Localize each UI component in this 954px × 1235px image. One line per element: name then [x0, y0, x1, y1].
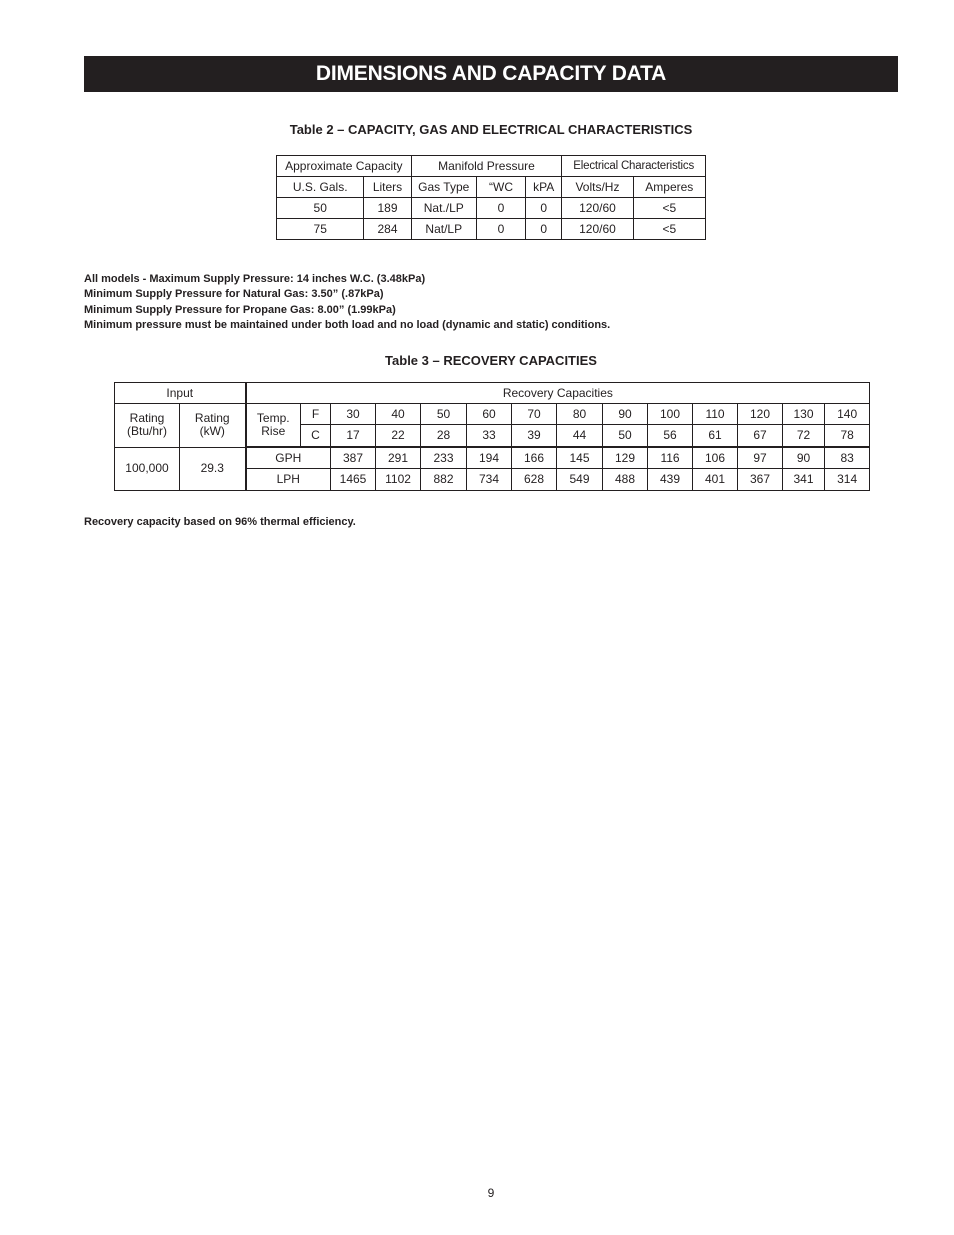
- capacity-gas-electrical-table: [276, 155, 706, 240]
- table-header-row: [277, 156, 706, 177]
- page-number: 9: [487, 1186, 495, 1200]
- table-cell: 50: [277, 198, 364, 219]
- table-cell: 488: [603, 469, 648, 490]
- table-cell: 28: [421, 425, 467, 447]
- note-line: Minimum Supply Pressure for Propane Gas: 8.00” (1.99kPa): [84, 303, 396, 316]
- table-cell: 549: [557, 469, 603, 490]
- table-cell: 0: [476, 198, 525, 219]
- header-temp-rise: Temp. Rise: [246, 404, 301, 448]
- table-cell: 106: [693, 447, 738, 469]
- table-cell: 194: [467, 447, 512, 469]
- note-line: All models - Maximum Supply Pressure: 14 inches W.C. (3.48kPa): [84, 273, 426, 285]
- table-cell: 56: [648, 425, 693, 447]
- table-cell: 284: [364, 219, 411, 240]
- column-header: “WC: [476, 177, 525, 198]
- table-cell: 233: [421, 447, 467, 469]
- table-cell: 40: [376, 404, 421, 425]
- table-cell: 116: [648, 447, 693, 469]
- note-line: Minimum pressure must be maintained under both load and no load (dynamic and static) conditions.: [84, 319, 611, 332]
- table-cell: 110: [693, 404, 738, 425]
- table3-caption: Table 3 – RECOVERY CAPACITIES: [385, 353, 597, 368]
- table-row-gph: [115, 447, 870, 469]
- table-subheader-row: [277, 177, 706, 198]
- table-cell: 39: [512, 425, 557, 447]
- table-cell: 314: [825, 469, 870, 490]
- table-cell: 120: [738, 404, 783, 425]
- table-cell: 129: [603, 447, 648, 469]
- table-cell: 341: [783, 469, 825, 490]
- table-cell: 166: [512, 447, 557, 469]
- table-cell: 401: [693, 469, 738, 490]
- table-cell: 70: [512, 404, 557, 425]
- unit-fahrenheit: F: [301, 404, 331, 425]
- table-cell: 120/60: [562, 219, 633, 240]
- column-header: Gas Type: [411, 177, 476, 198]
- table-cell: 44: [557, 425, 603, 447]
- table-header-row: [115, 383, 870, 404]
- table-row-fahrenheit: [115, 404, 870, 425]
- table-cell: Nat/LP: [411, 219, 476, 240]
- table-row: [277, 219, 706, 240]
- table-cell: 140: [825, 404, 870, 425]
- table-cell: 1465: [331, 469, 376, 490]
- column-header: Liters: [364, 177, 411, 198]
- table-cell: 189: [364, 198, 411, 219]
- rating-btu-value: 100,000: [115, 447, 180, 490]
- table-cell: 291: [376, 447, 421, 469]
- table-cell: 628: [512, 469, 557, 490]
- table-cell: 50: [421, 404, 467, 425]
- table-cell: 145: [557, 447, 603, 469]
- table-cell: 83: [825, 447, 870, 469]
- table-cell: 61: [693, 425, 738, 447]
- table-cell: 367: [738, 469, 783, 490]
- table-cell: 734: [467, 469, 512, 490]
- unit-celsius: C: [301, 425, 331, 447]
- table-cell: 60: [467, 404, 512, 425]
- table-cell: 1102: [376, 469, 421, 490]
- column-header: kPA: [526, 177, 562, 198]
- column-header: U.S. Gals.: [277, 177, 364, 198]
- table-cell: 80: [557, 404, 603, 425]
- table-cell: <5: [633, 219, 705, 240]
- table-cell: Nat./LP: [411, 198, 476, 219]
- header-approximate-capacity: Approximate Capacity: [277, 156, 412, 177]
- table-cell: 100: [648, 404, 693, 425]
- table-cell: 97: [738, 447, 783, 469]
- column-header: Volts/Hz: [562, 177, 633, 198]
- table-cell: 50: [603, 425, 648, 447]
- table-cell: 30: [331, 404, 376, 425]
- table-cell: 72: [783, 425, 825, 447]
- recovery-efficiency-note: Recovery capacity based on 96% thermal efficiency.: [84, 516, 356, 528]
- table2-caption: Table 2 – CAPACITY, GAS AND ELECTRICAL CHARACTERISTICS: [289, 122, 693, 137]
- gph-label: GPH: [246, 447, 331, 469]
- table-cell: 130: [783, 404, 825, 425]
- table-cell: 78: [825, 425, 870, 447]
- header-manifold-pressure: Manifold Pressure: [411, 156, 562, 177]
- header-rating-btu: Rating (Btu/hr): [115, 404, 180, 448]
- table-cell: 17: [331, 425, 376, 447]
- section-title-banner: [84, 56, 898, 92]
- table-cell: 439: [648, 469, 693, 490]
- table-cell: 387: [331, 447, 376, 469]
- table-cell: 0: [526, 198, 562, 219]
- header-input: Input: [115, 383, 246, 404]
- table-row: [277, 198, 706, 219]
- note-line: Minimum Supply Pressure for Natural Gas: 3.50” (.87kPa): [84, 288, 384, 301]
- lph-label: LPH: [246, 469, 331, 490]
- table-cell: 0: [476, 219, 525, 240]
- table-cell: 67: [738, 425, 783, 447]
- table-cell: 33: [467, 425, 512, 447]
- supply-pressure-notes: [84, 272, 610, 334]
- table-cell: 90: [603, 404, 648, 425]
- table-cell: <5: [633, 198, 705, 219]
- header-rating-kw: Rating (kW): [180, 404, 246, 448]
- section-title: DIMENSIONS AND CAPACITY DATA: [315, 62, 667, 85]
- recovery-capacities-table: [114, 382, 870, 491]
- header-electrical-characteristics: Electrical Characteristics: [562, 156, 706, 177]
- header-recovery-capacities: Recovery Capacities: [246, 383, 870, 404]
- table-cell: 75: [277, 219, 364, 240]
- table-cell: 22: [376, 425, 421, 447]
- rating-kw-value: 29.3: [180, 447, 246, 490]
- column-header: Amperes: [633, 177, 705, 198]
- table-cell: 120/60: [562, 198, 633, 219]
- table-cell: 0: [526, 219, 562, 240]
- table-cell: 882: [421, 469, 467, 490]
- table-cell: 90: [783, 447, 825, 469]
